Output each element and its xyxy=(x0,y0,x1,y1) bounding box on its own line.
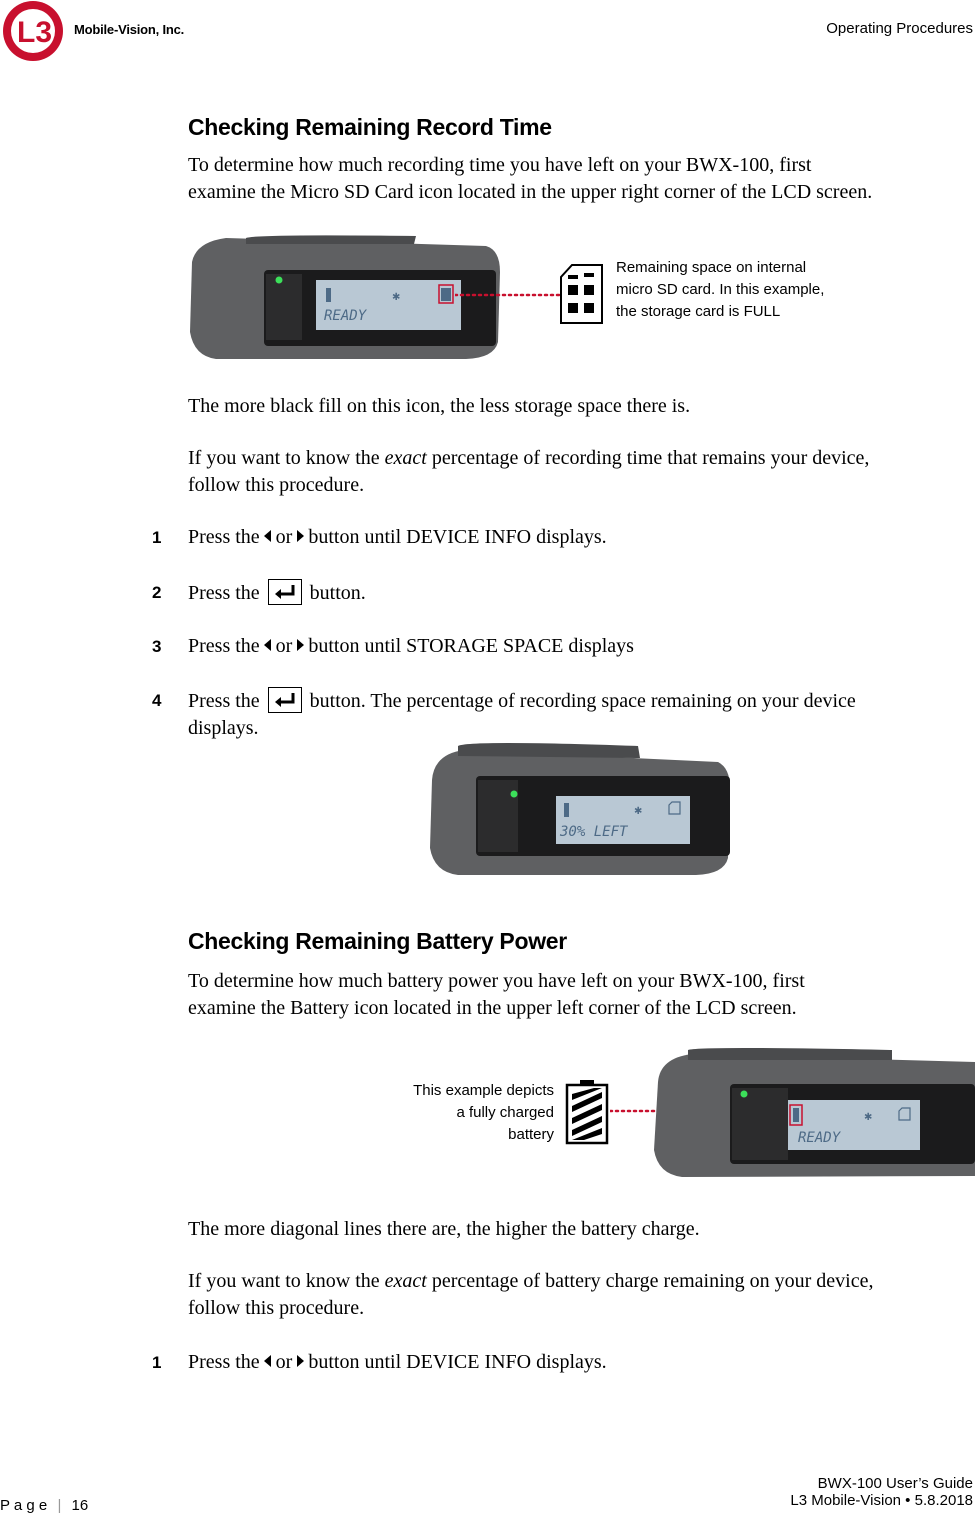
device-photo-storage-left xyxy=(428,740,734,878)
exact-note-line-2: follow this procedure. xyxy=(188,474,365,496)
right-arrow-icon xyxy=(297,530,304,542)
step-text: Press the or button until DEVICE INFO displays. xyxy=(188,526,607,548)
record-intro-line-2: examine the Micro SD Card icon located in the upper right corner of the LCD screen. xyxy=(188,181,873,203)
step-number: 2 xyxy=(152,583,162,602)
l3-logo-icon xyxy=(0,0,72,62)
page-number: P a g e | 16 xyxy=(0,1497,89,1514)
battery-intro-line-2: examine the Battery icon located in the upper left corner of the LCD screen. xyxy=(188,997,797,1019)
callout-line: micro SD card. In this example, xyxy=(616,281,825,298)
battery-exact-line-2: follow this procedure. xyxy=(188,1297,365,1319)
svg-text:✱: ✱ xyxy=(392,292,401,303)
record-intro-line-1: To determine how much recording time you have left on your BWX-100, first xyxy=(188,154,812,176)
company-date: L3 Mobile-Vision • 5.8.2018 xyxy=(790,1492,973,1509)
svg-text:L3: L3 xyxy=(17,16,53,49)
footer-info xyxy=(790,1475,973,1509)
callout-line: Remaining space on internal xyxy=(616,259,807,276)
fill-note: The more black fill on this icon, the less storage space there is. xyxy=(188,395,691,417)
lines-note: The more diagonal lines there are, the higher the battery charge. xyxy=(188,1218,700,1240)
svg-text:✱: ✱ xyxy=(634,806,643,817)
callout-line: battery xyxy=(508,1126,554,1143)
enter-key-icon xyxy=(268,579,302,605)
sd-card-full-icon xyxy=(558,263,606,325)
battery-full-icon xyxy=(564,1078,610,1146)
enter-key-icon xyxy=(268,687,302,713)
step-text: Press the or button until DEVICE INFO displays. xyxy=(188,1351,607,1373)
left-arrow-icon xyxy=(264,1355,271,1367)
callout-line: the storage card is FULL xyxy=(616,303,781,320)
guide-title: BWX-100 User’s Guide xyxy=(817,1475,973,1492)
right-arrow-icon xyxy=(297,639,304,651)
exact-note-line-1: If you want to know the exact percentage of recording time that remains your device, xyxy=(188,447,870,469)
step-number: 4 xyxy=(152,691,162,710)
step-text: Press the or button until STORAGE SPACE displays xyxy=(188,635,634,657)
sd-card-callout xyxy=(616,257,824,323)
battery-intro-line-1: To determine how much battery power you have left on your BWX-100, first xyxy=(188,970,805,992)
step-number: 1 xyxy=(152,528,162,547)
battery-callout xyxy=(392,1080,554,1146)
step-text: Press the button. The percentage of recording space remaining on your device xyxy=(188,687,856,715)
svg-text:✱: ✱ xyxy=(864,1112,873,1123)
lcd-text-battery: READY xyxy=(798,1130,841,1146)
company-name: Mobile-Vision, Inc. xyxy=(74,22,185,37)
step-number: 1 xyxy=(152,1353,162,1372)
battery-exact-line-1: If you want to know the exact percentage of battery charge remaining on your device, xyxy=(188,1270,874,1292)
section-header: Operating Procedures xyxy=(826,20,973,37)
right-arrow-icon xyxy=(297,1355,304,1367)
lcd-text-storage: 30% LEFT xyxy=(560,824,628,840)
step-text-continued: displays. xyxy=(188,717,259,739)
page-label: P a g e xyxy=(0,1497,48,1514)
step-number: 3 xyxy=(152,637,162,656)
dotted-leader-line xyxy=(455,290,560,300)
lcd-text-ready: READY xyxy=(324,308,367,324)
left-arrow-icon xyxy=(264,530,271,542)
device-photo-battery xyxy=(652,1046,975,1180)
callout-line: a fully charged xyxy=(456,1104,554,1121)
section-title-record: Checking Remaining Record Time xyxy=(188,114,552,140)
callout-line: This example depicts xyxy=(413,1082,554,1099)
step-text: Press the button. xyxy=(188,579,366,607)
section-title-battery: Checking Remaining Battery Power xyxy=(188,928,567,954)
page-num: 16 xyxy=(71,1497,89,1514)
left-arrow-icon xyxy=(264,639,271,651)
